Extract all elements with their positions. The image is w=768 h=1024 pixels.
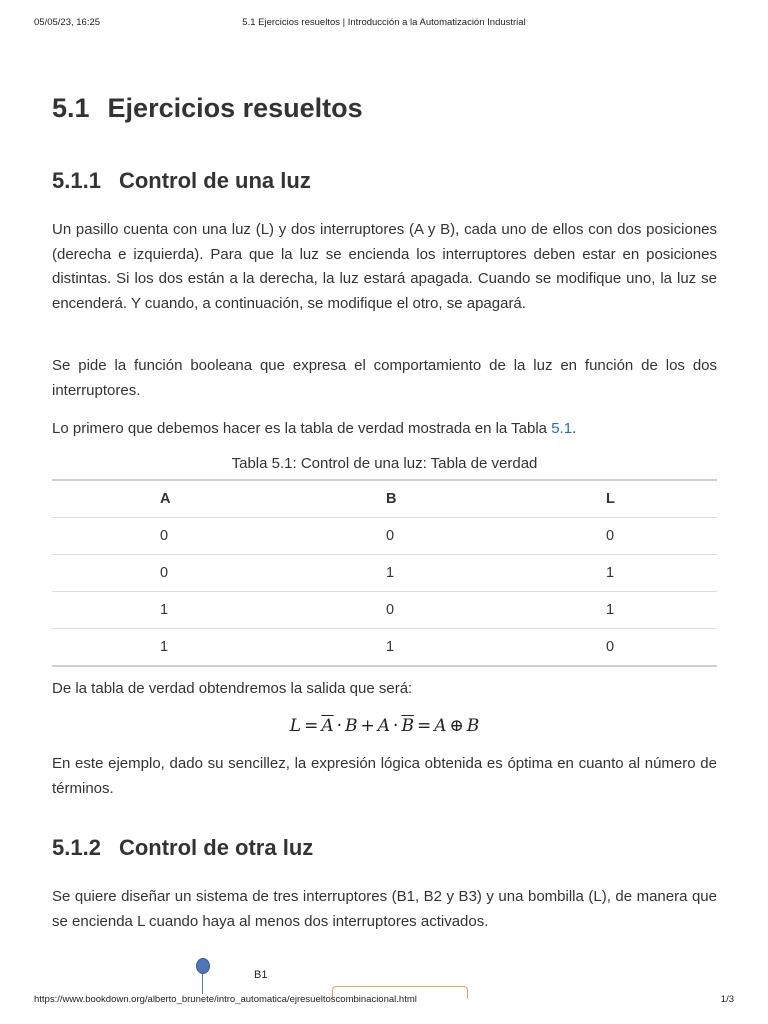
formula-plus: + [360,716,375,736]
subsection-number-2: 5.1.2 [52,835,101,860]
section-heading [52,93,363,124]
formula-lhs: L [289,716,302,736]
subsection-heading-1 [52,168,311,194]
formula-a-negated: $\overline{A}$ [321,716,334,736]
print-footer [34,994,734,1008]
subsection-title-2: Control de otra luz [118,835,314,860]
boolean-formula [52,716,717,736]
table-cell: 1 [386,639,395,655]
formula-equals-1: = [304,716,319,736]
column-header-b: B [278,480,498,518]
formula-b-xor: B [466,716,480,736]
table-row [52,555,717,592]
paragraph-request: Se pide la función booleana que expresa el comportamiento de la luz en función de los dos interruptores. [52,357,717,399]
print-date: 05/05/23, 16:25 [34,17,101,28]
table-cell: 0 [52,518,278,555]
print-header [34,17,734,31]
print-url: https://www.bookdown.org/alberto_brunete/intro_automatica/ejresueltoscombinacional.html [34,994,417,1005]
column-header-a: A [52,480,278,518]
print-title: 5.1 Ejercicios resueltos | Introducción a la Automatización Industrial [242,17,526,28]
formula-equals-2: = [416,716,432,736]
section-number: 5.1 [52,93,90,123]
switch-label-b1: B1 [254,969,268,981]
table-cell: 0 [498,518,717,555]
formula-a: A [377,716,391,736]
paragraph-output: De la tabla de verdad obtendremos la salida que será: [52,680,413,697]
table-cell: 1 [52,592,278,629]
switch-knob-icon [196,958,210,974]
truth-table-header-row [52,480,717,518]
subsection-number-1: 5.1.1 [52,168,101,193]
formula-dot-1: · [336,716,342,736]
formula-b: B [345,716,358,736]
table-cell: 0 [52,555,278,592]
subsection-heading-2 [52,835,313,861]
table-cell: 1 [278,555,498,592]
formula-a-xor: A [434,716,447,736]
table-cell: 0 [278,518,498,555]
table-intro-end: . [572,420,577,437]
switch-diagram [190,956,480,996]
column-header-l: L [498,480,717,518]
table-row [52,518,717,555]
table-cell: 1 [160,639,169,655]
table-reference-link[interactable]: 5.1 [551,420,573,437]
table-cell: 1 [498,592,717,629]
print-page-number: 1/3 [720,994,734,1005]
paragraph-second-problem: Se quiere diseñar un sistema de tres interruptores (B1, B2 y B3) y una bombilla (L), de manera que se encienda L cuando haya al menos dos interruptores activados. [52,888,717,930]
table-cell: 0 [606,639,615,655]
table-row [52,629,717,667]
table-row [52,592,717,629]
paragraph-conclusion: En este ejemplo, dado su sencillez, la expresión lógica obtenida es óptima en cuanto al número de términos. [52,755,717,797]
paragraph-table-intro [52,417,717,442]
table-intro-text: Lo primero que debemos hacer es la tabla de verdad mostrada en la Tabla [52,420,552,437]
table-cell: 1 [498,555,717,592]
formula-xor-operator: ⊕ [449,716,464,736]
table-cell: 0 [278,592,498,629]
formula-b-negated: $\overline{B}$ [401,716,414,736]
formula-dot-2: · [393,716,399,736]
paragraph-problem: Un pasillo cuenta con una luz (L) y dos interruptores (A y B), cada uno de ellos con dos posiciones (derecha e izquierda). Para que la luz se encienda los interruptores deben estar en posiciones distintas. Si los dos están a la derecha, la luz estará apagada. Cuando se modifique uno, la luz se encenderá. Y cuando, a continuación, se modifique el otro, se apagará. [52,221,717,312]
table-caption: Tabla 5.1: Control de una luz: Tabla de verdad [231,455,538,472]
section-title: Ejercicios resueltos [107,93,363,123]
subsection-title-1: Control de una luz [118,168,311,193]
truth-table [52,479,717,667]
